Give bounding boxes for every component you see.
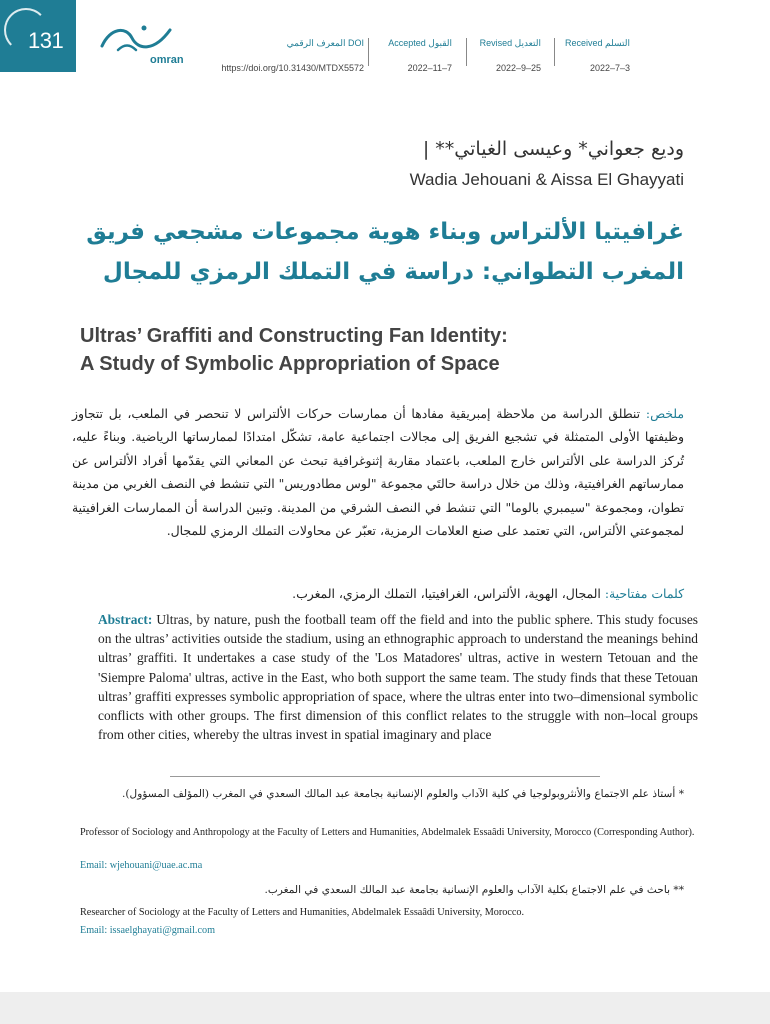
title-arabic: غرافيتيا الألتراس وبناء هوية مجموعات مشجعي فريق المغرب التطواني: دراسة في التملك الرمزي للمجال (86, 219, 684, 285)
footnote-divider (170, 776, 600, 777)
footnote-1-arabic: * أستاذ علم الاجتماع والأنثروبولوجيا في كلية الآداب والعلوم الإنسانية بجامعة عبد المالك السعدي في المغرب (المؤلف المسؤول). (122, 788, 684, 800)
abstract-english-label: Abstract: (98, 612, 153, 627)
doi-block (221, 38, 364, 73)
revised-date: 2022–9–25 (495, 63, 541, 73)
accepted-block (388, 38, 452, 73)
revised-label: Revised التعديل (479, 38, 541, 48)
revised-block (480, 38, 541, 73)
authors-english: Wadia Jehouani & Aissa El Ghayyati (409, 170, 684, 189)
meta-divider (368, 38, 369, 66)
received-date: 2022–7–3 (589, 63, 630, 73)
journal-logo (96, 22, 184, 68)
received-block (565, 38, 630, 73)
abstract-arabic-text: تنطلق الدراسة من ملاحظة إمبريقية مفادها أن ممارسات حركات الألتراس لا تنحصر في الملعب، بل تتجاوز وظيفتها الأولى المتمثلة في تشجيع الفريق إلى مجالات اجتماعية عامة، تشكّل امتدادًا لممارساتها الرياضية. وبناءً عليه، تُركز الدراسة على الألتراس خارج الملعب، باعتماد مقاربة إثنوغرافية تبحث عن المعاني التي يقدّمها أفراد الألتراس عن ممارساتهم الغرافيتية، وذلك من خلال دراسة حالتَي مجموعة "لوس مطادوريس" التي تنشط في النصف الغربي من مدينة تطوان، ومجموعة "سيمبري بالوما" التي تنشط في النصف الشرقي من المدينة. وتبين الدراسة أن الممارسات الغرافيتية لمجموعتي الألتراس، التي تعتمد على صنع العلامات الرمزية، تعبّر عن محاولات التملك الرمزي للمجال. (72, 406, 684, 539)
footnote-2-english: Researcher of Sociology at the Faculty of Letters and Humanities, Abdelmalek Essaâdi University, Morocco. (80, 907, 525, 918)
logo-wordmark: omran (150, 54, 184, 66)
accepted-date: 2022–11–7 (407, 63, 452, 73)
page-number-tab (0, 0, 76, 72)
abstract-arabic (72, 402, 684, 542)
footnote-2-email[interactable]: Email: issaelghayati@gmail.com (80, 925, 215, 936)
title-english-line-2: A Study of Symbolic Appropriation of Space (80, 353, 500, 375)
keywords-arabic-label: كلمات مفتاحية: (604, 586, 684, 601)
accepted-label: Accepted القبول (388, 38, 452, 48)
abstract-arabic-label: ملخص: (645, 406, 684, 421)
title-english (80, 322, 700, 378)
page-number: 131 (28, 28, 64, 53)
footnote-1-english: Professor of Sociology and Anthropology at the Faculty of Letters and Humanities, Abdelmalek Essaâdi University, Morocco (Corresponding Author). (80, 827, 695, 838)
abstract-english-text: Ultras, by nature, push the football team off the field and into the public sphere. This study focuses on the ultras’ activities outside the stadium, using an ethnographic approach to understand the meanings behind ultras’ graffiti. It undertakes a case study of the 'Los Matadores' ultras, active in western Tetouan and the 'Siempre Paloma' ultras, active in the East, who both support the same team. The study finds that these Tetouan ultras’ graffiti expresses symbolic appropriation of space, where the ultras enter into two–dimensional symbolic conflicts with other groups. The first dimension of this conflict relates to the struggle with non–local groups from other cities, whereby the ultras invest in spatial imaginary and place (98, 612, 698, 743)
keywords-arabic (72, 583, 684, 605)
doi-label: المعرف الرقمي DOI (286, 38, 364, 48)
footnote-1-email[interactable]: Email: wjehouani@uae.ac.ma (80, 860, 203, 871)
keywords-arabic-text: المجال، الهوية، الألتراس، الغرافيتيا، التملك الرمزي، المغرب. (292, 586, 601, 601)
footnote-2-arabic: ** باحث في علم الاجتماع بكلية الآداب والعلوم الإنسانية بجامعة عبد المالك السعدي في المغرب. (264, 884, 684, 896)
logo-mark-icon (96, 22, 176, 56)
abstract-english (98, 610, 698, 744)
meta-divider (466, 38, 467, 66)
footer-band (0, 992, 770, 1024)
doi-link[interactable]: https://doi.org/10.31430/MTDX5572 (221, 63, 364, 73)
title-english-line-1: Ultras’ Graffiti and Constructing Fan Identity: (80, 325, 508, 347)
meta-divider (554, 38, 555, 66)
received-label: Received التسلم (565, 38, 630, 48)
authors-arabic: وديع جعواني* وعيسى الغياتي** | (422, 138, 684, 160)
